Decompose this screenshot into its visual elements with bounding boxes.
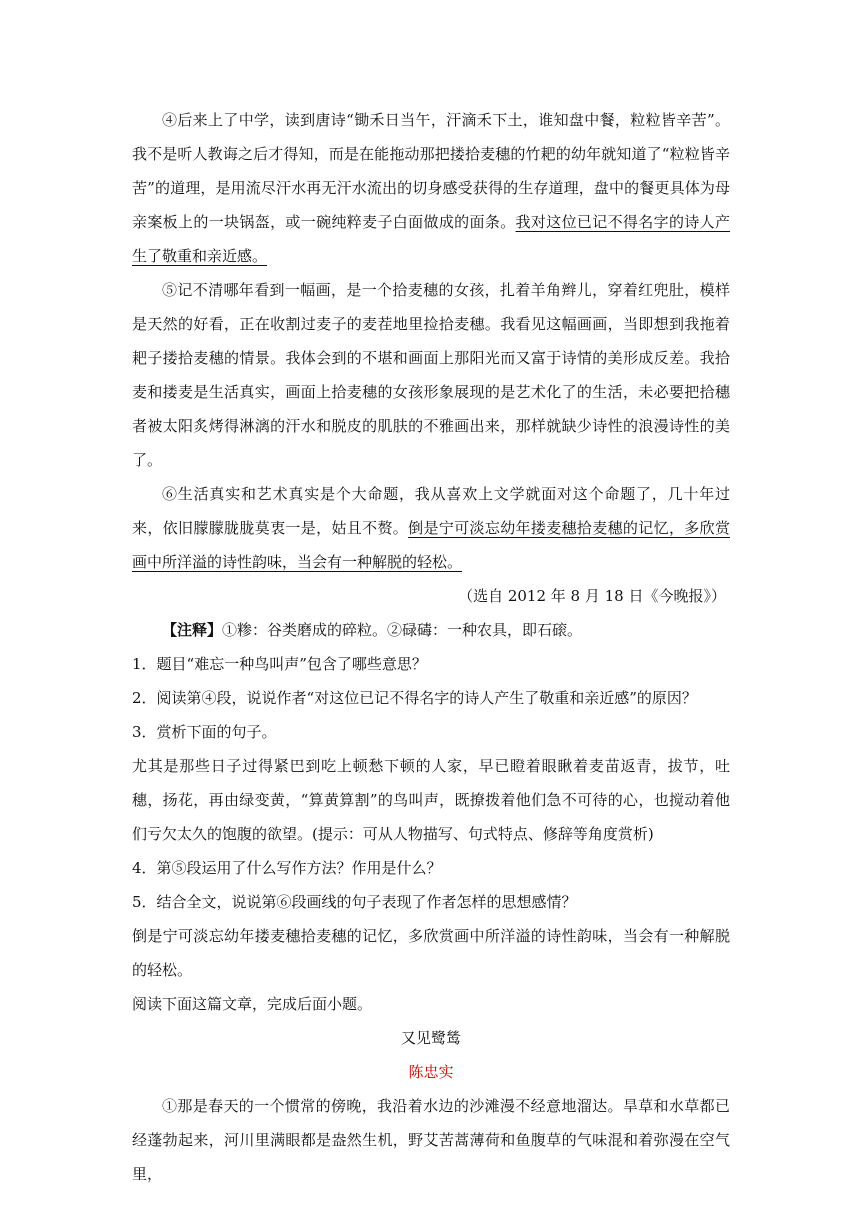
- document-page: [132, 103, 730, 1191]
- paragraph-6-text: ⑥生活真实和艺术真实是个大命题，我从喜欢上文学就面对这个命题了，几十年过来，依旧朦朦胧胧莫衷一是，姑且不赘。: [132, 485, 730, 537]
- question-4: 4．第⑤段运用了什么写作方法？作用是什么？: [132, 859, 442, 877]
- question-5: 5．结合全文，说说第⑥段画线的句子表现了作者怎样的思想感情？: [132, 893, 577, 911]
- source-citation: （选自 2012 年 8 月 18 日《今晚报》）: [458, 587, 726, 605]
- article-author: 陈忠实: [408, 1063, 454, 1081]
- notes-heading: 【注释】: [162, 621, 223, 639]
- question-1: 1．题目“难忘一种鸟叫声”包含了哪些意思？: [132, 655, 427, 673]
- question-5-quote: 倒是宁可淡忘幼年搂麦穗拾麦穗的记忆，多欣赏画中所洋溢的诗性韵味，当会有一种解脱的轻松。: [132, 927, 730, 979]
- paragraph-4: [132, 103, 730, 273]
- paragraph-4-text: ④后来上了中学，读到唐诗“锄禾日当午，汗滴禾下土，谁知盘中餐，粒粒皆辛苦”。我不是听人教诲之后才得知，而是在能拖动那把搂拾麦穗的竹耙的幼年就知道了“粒粒皆辛苦”的道理，是用流尽汗水再无汗水流出的切身感受获得的生存道理，盘中的餐更具体为母亲案板上的一块锅盔，或一碗纯粹麦子白面做成的面条。: [132, 111, 730, 231]
- notes-text: ①糁：谷类磨成的碎粒。②碌碡：一种农具，即石磙。: [222, 621, 583, 639]
- question-3-quote: 尤其是那些日子过得紧巴到吃上顿愁下顿的人家，早已瞪着眼瞅着麦苗返青，拔节，吐穗，扬花，再由绿变黄，“算黄算割”的鸟叫声，既撩拨着他们急不可待的心，也搅动着他们亏欠太久的饱腹的欲望。(提示：可从人物描写、句式特点、修辞等角度赏析): [132, 757, 730, 843]
- paragraph-6: [132, 477, 730, 579]
- notes: [132, 613, 730, 647]
- paragraph-4-underlined: 我对这位已记不得名字的诗人产生了敬重和亲近感。: [132, 213, 730, 265]
- question-3: 3．赏析下面的句子。: [132, 723, 277, 741]
- reading-instruction: 阅读下面这篇文章，完成后面小题。: [132, 995, 373, 1013]
- question-2: 2．阅读第④段，说说作者“对这位已记不得名字的诗人产生了敬重和亲近感”的原因？: [132, 689, 697, 707]
- paragraph-5: ⑤记不清哪年看到一幅画，是一个拾麦穗的女孩，扎着羊角辫儿，穿着红兜肚，模样是天然的好看，正在收割过麦子的麦茬地里捡拾麦穗。我看见这幅画画，当即想到我拖着耙子搂拾麦穗的情景。我体会到的不堪和画面上那阳光而又富于诗情的美形成反差。我拾麦和搂麦是生活真实，画面上拾麦穗的女孩形象展现的是艺术化了的生活，未必要把拾穗者被太阳炙烤得淋漓的汗水和脱皮的肌肤的不雅画出来，那样就缺少诗性的浪漫诗性的美了。: [132, 281, 730, 469]
- article-paragraph-1: ①那是春天的一个惯常的傍晚，我沿着水边的沙滩漫不经意地溜达。旱草和水草都已经蓬勃起来，河川里满眼都是盎然生机，野艾苦蒿薄荷和鱼腹草的气味混和着弥漫在空气里，: [132, 1097, 730, 1183]
- article-title: 又见鹭鸶: [400, 1029, 461, 1047]
- paragraph-6-underlined: 倒是宁可淡忘幼年搂麦穗拾麦穗的记忆，多欣赏画中所洋溢的诗性韵味，当会有一种解脱的轻松。: [132, 519, 730, 571]
